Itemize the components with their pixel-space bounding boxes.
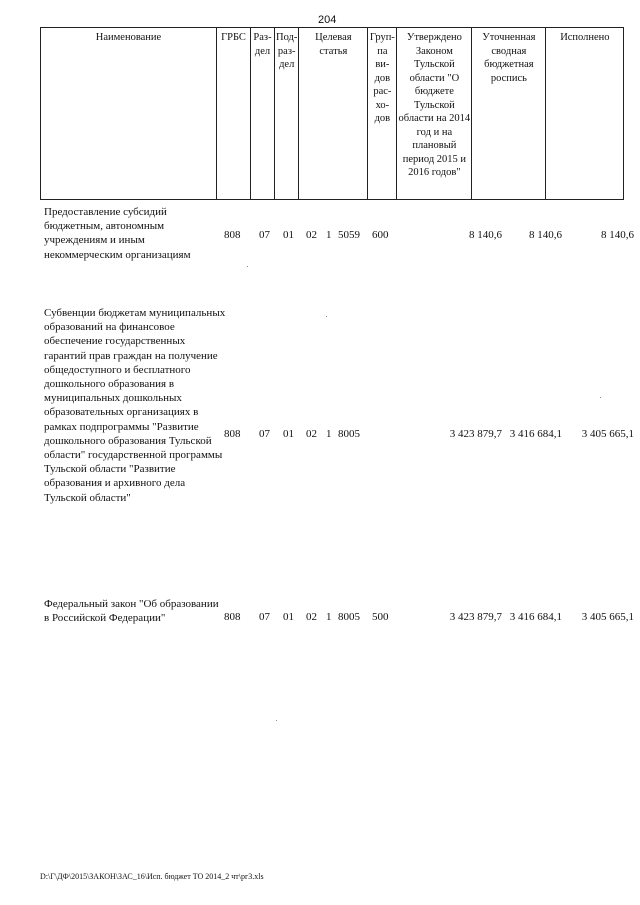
table-row [44, 306, 634, 566]
row-target-program: 02 [306, 428, 317, 440]
column-header-podrazdel: Под-раз-дел [275, 28, 299, 200]
row-target-program: 02 [306, 611, 317, 623]
column-header-grbs: ГРБС [217, 28, 251, 200]
column-header-refined: Уточненная сводная бюджетная роспись [472, 28, 546, 200]
row-refined: 3 416 684,1 [509, 428, 562, 440]
row-approved: 3 423 879,7 [449, 611, 502, 623]
row-name: Федеральный закон "Об образовании в Российской Федерации" [44, 598, 219, 625]
column-header-razdel: Раз-дел [251, 28, 275, 200]
column-header-expense-group: Груп-па ви-дов рас-хо-дов [368, 28, 397, 200]
row-razdel: 07 [259, 428, 270, 440]
row-refined: 8 140,6 [529, 229, 562, 241]
row-executed: 3 405 665,1 [581, 428, 634, 440]
row-razdel: 07 [259, 229, 270, 241]
table-row [44, 597, 634, 647]
row-expense-group: 500 [372, 611, 389, 623]
row-target-subprogram: 1 [326, 611, 332, 623]
column-header-executed: Исполнено [546, 28, 624, 200]
row-name: Субвенции бюджетам муниципальных образований на финансовое обеспечение государственных гарантий прав граждан на получение общедоступного и бесплатного дошкольного образования в муниципальных дошкольных образовательных организациях в рамках подпрограммы "Развитие дошкольного образования Тульской области" государственной программы Тульской области "Развитие образования и архивного дела Тульской области" [44, 307, 226, 504]
row-razdel: 07 [259, 611, 270, 623]
row-grbs: 808 [224, 229, 241, 241]
column-header-approved: Утверждено Законом Тульской области "О бюджете Тульской области на 2014 год и на плановый период 2015 и 2016 годов" [397, 28, 472, 200]
row-name: Предоставление субсидий бюджетным, автономным учреждениям и иным некоммерческим организациям [44, 206, 191, 261]
row-podrazdel: 01 [283, 611, 294, 623]
row-target-code: 5059 [338, 229, 360, 241]
column-header-name: Наименование [41, 28, 217, 200]
row-target-program: 02 [306, 229, 317, 241]
row-podrazdel: 01 [283, 229, 294, 241]
row-expense-group: 600 [372, 229, 389, 241]
scan-speck [600, 397, 601, 398]
table-row [44, 205, 634, 265]
row-target-code: 8005 [338, 611, 360, 623]
row-grbs: 808 [224, 428, 241, 440]
row-approved: 8 140,6 [469, 229, 502, 241]
row-podrazdel: 01 [283, 428, 294, 440]
table-header [40, 27, 624, 200]
row-target-code: 8005 [338, 428, 360, 440]
page-number: 204 [318, 14, 337, 26]
row-executed: 8 140,6 [601, 229, 634, 241]
column-header-target-article: Целевая статья [299, 28, 368, 200]
row-approved: 3 423 879,7 [449, 428, 502, 440]
row-refined: 3 416 684,1 [509, 611, 562, 623]
row-executed: 3 405 665,1 [581, 611, 634, 623]
row-grbs: 808 [224, 611, 241, 623]
scan-speck [326, 316, 327, 317]
row-target-subprogram: 1 [326, 428, 332, 440]
scan-speck [276, 720, 277, 721]
row-target-subprogram: 1 [326, 229, 332, 241]
scan-speck [247, 266, 248, 267]
file-path-footer: D:\Г\ДФ\2015\ЗАКОН\ЗАС_16\Исп. бюджет ТО 2014_2 чт\рг3.xls [40, 872, 264, 881]
